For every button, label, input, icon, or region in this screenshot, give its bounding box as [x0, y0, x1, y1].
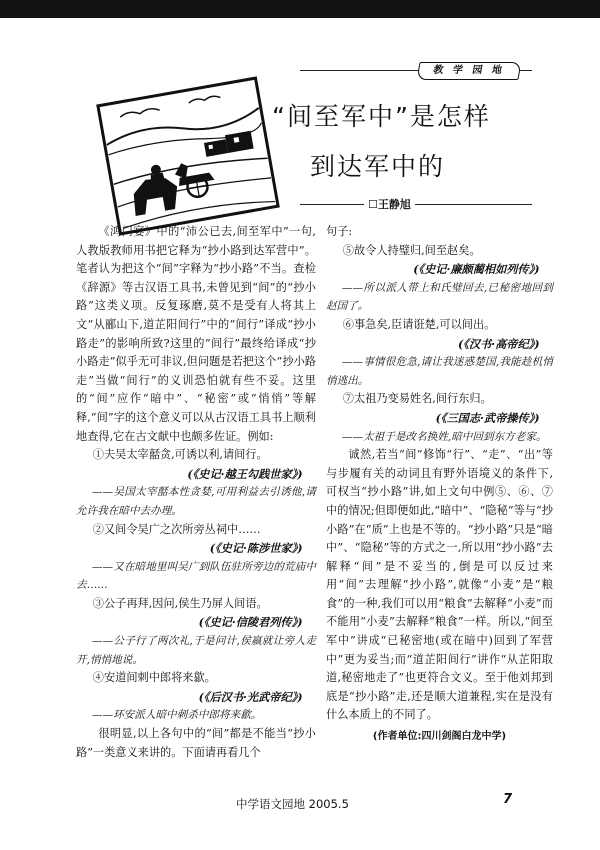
example-sentence: ④安道间刺中郎将来歙。 — [92, 671, 216, 685]
example-source: (《三国志·武帝操传》) — [435, 410, 540, 425]
example-sentence: ⑥事急矣,臣请诳楚,可以间出。 — [342, 317, 496, 331]
example-source: (《后汉书·光武帝纪》) — [198, 689, 303, 704]
paragraph: 句子: — [326, 225, 353, 238]
article-title — [250, 92, 580, 192]
example-translation: ——事情很危急,请让我迷惑楚国,我能趁机悄悄逃出。 — [326, 356, 553, 387]
top-black-bar — [0, 0, 600, 18]
example-translation: ——又在暗地里叫吴广到队伍驻所旁边的荒庙中去…… — [76, 560, 316, 592]
example-translation: ——公子行了两次礼,于是问计,侯嬴就让旁人走开,悄悄地说。 — [76, 635, 316, 666]
paragraph: 诚然,若当“间”修饰“行”、“走”、“出”等与步履有关的动词且有野外语境义的条件下,可权当“抄小路”讲,如上文句中例⑤、⑥、⑦中的情况;但即便如此,“暗中”、“隐秘”等与“抄小路”在“质”上也是不等的。“抄小路”只是“暗中”、“隐秘”等的方式之一,所以用“抄小路”去解释“间”是不妥当的,倒是可以反过来用“间”去理解“抄小路”,就像“小麦”是“粮食”的一种,我们可以用“粮食”去解释“小麦”而不能用“小麦”去解释“粮食”一样。所以,“间至军中”讲成“已秘密地(或在暗中)回到了军营中”更为妥当;而“道芷阳间行”讲作“从芷阳取道,秘密地走了”也更符合文义。至于他刘邦到底是“抄小路”走,还是顺大道兼程,实在是没有什么本质上的不同了。 — [326, 448, 553, 722]
paragraph: 很明显,以上各句中的“间”都是不能当“抄小路”一类意义来讲的。下面请再看几个 — [76, 727, 316, 759]
example-translation: ——所以派人带上和氏璧回去,已秘密地回到赵国了。 — [326, 281, 553, 313]
example-translation: ——太祖于是改名换姓,暗中回到东方老家。 — [341, 430, 547, 443]
right-column — [326, 223, 553, 747]
example-source: (《史记·廉颇蔺相如列传》) — [413, 262, 540, 277]
footer-journal-title: 中学语文园地 2005.5 — [236, 797, 349, 811]
author-affiliation: (作者单位:四川剑阁白龙中学) — [372, 731, 507, 743]
page-number: 7 — [503, 792, 513, 807]
example-sentence: ②又间令吴广之次所旁丛祠中…… — [92, 522, 261, 536]
example-source: (《史记·越王勾践世家》) — [187, 466, 303, 481]
author-rule — [300, 204, 532, 205]
title-line-2: 到达军中的 — [310, 152, 446, 181]
example-source: (《汉书·高帝纪》) — [457, 336, 540, 351]
example-translation: ——环安派人暗中刺杀中郎将来歙。 — [91, 709, 262, 722]
example-sentence: ⑦太祖乃变易姓名,间行东归。 — [342, 392, 492, 406]
author-byline: ☐王静旭 — [364, 196, 415, 212]
example-sentence: ⑤故令人持璧归,间至赵矣。 — [342, 243, 481, 257]
paragraph: 《鸿门宴》中的“沛公已去,间至军中”一句,人教版教师用书把它释为“抄小路到达军营中”。笔者认为把这个“间”字释为“抄小路”不当。查检《辞源》等古汉语工具书,未曾见到“间”的“抄小路”这类义项。反复琢磨,莫不是受有人将其上文“从郦山下,道芷阳间行”中的“间行”译成“抄小路走”的影响所致?这里的“间行”最终给译成“抄小路走”似乎无可非议,但问题是若把这个“抄小路走”当做“间行”的义训恐怕就有些不妥。这里的“间”应作“暗中”、“秘密”或“悄悄”等解释,“间”字的这个意义可以从古汉语工具书上顺利地查得,它在古文献中也颇多佐证。例如: — [76, 225, 316, 443]
title-line-1: “间至军中”是怎样 — [272, 102, 491, 131]
example-source: (《史记·信陵君列传》) — [198, 615, 303, 630]
example-sentence: ③公子再拜,因问,侯生乃屏人间语。 — [92, 596, 268, 610]
left-column — [76, 223, 316, 762]
example-source: (《史记·陈涉世家》) — [209, 541, 303, 556]
section-tag: 教 学 园 地 — [416, 62, 521, 80]
example-translation: ——吴国太宰嚭本性贪婪,可用利益去引诱他,请允许我在暗中去办理。 — [76, 486, 316, 517]
example-sentence: ①夫吴太宰嚭贪,可诱以利,请间行。 — [92, 448, 268, 462]
